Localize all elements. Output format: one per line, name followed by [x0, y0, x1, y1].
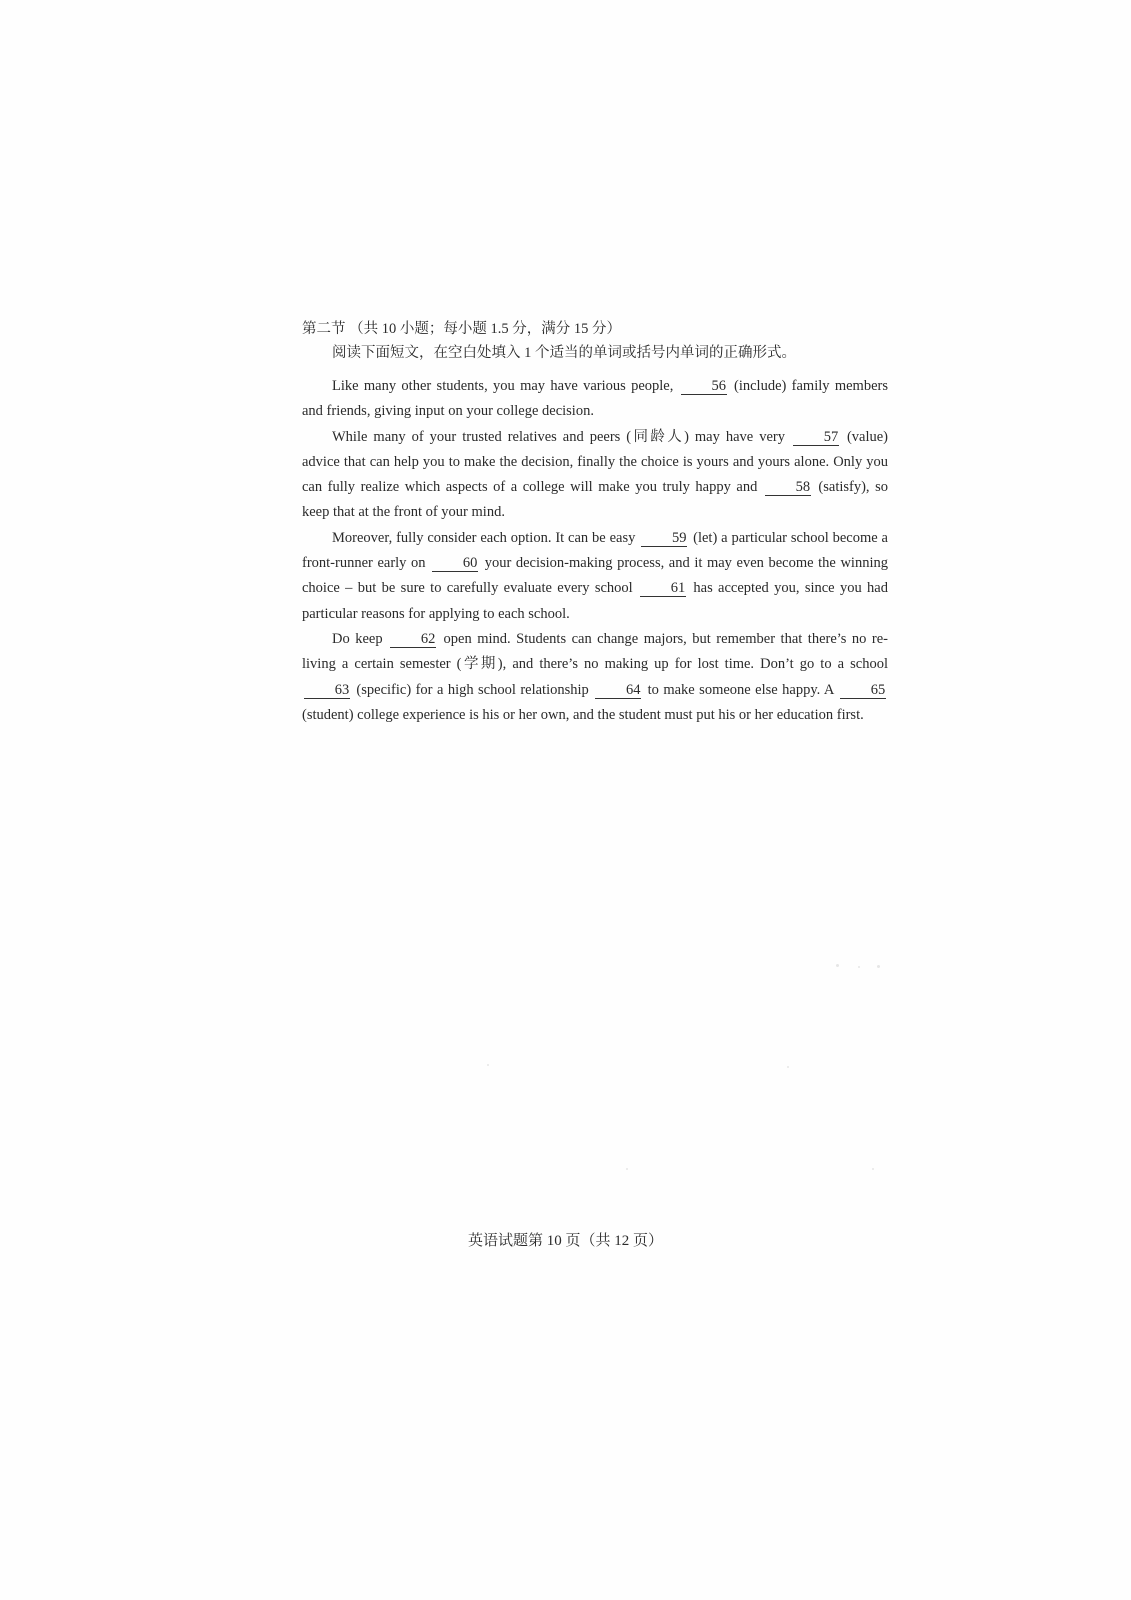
passage-text: open mind. Students can change majors, but remember that there’s no re-living a certain semester (学期), and there’s no making up for lost time. Don’t go to a school [302, 630, 888, 673]
scan-speck [626, 1168, 628, 1170]
section-content [302, 318, 888, 728]
passage-text: (specific) for a high school relationship [352, 681, 594, 698]
scan-speck [836, 964, 839, 967]
passage-paragraph [302, 374, 888, 425]
scan-speck [872, 1168, 874, 1170]
passage-text: (satisfy), so keep that at the front of your mind. [302, 479, 888, 521]
passage-text: Like many other students, you may have various people, [332, 378, 679, 394]
passage-text: (include) family members and friends, giving input on your college decision. [302, 378, 888, 420]
passage-text: has accepted you, since you had particular reasons for applying to each school. [302, 580, 888, 622]
passage-text: While many of your trusted relatives and peers (同龄人) may have very [332, 428, 791, 445]
passage-paragraph [302, 425, 888, 526]
section-instruction: 阅读下面短文，在空白处填入 1 个适当的单词或括号内单词的正确形式。 [332, 345, 796, 361]
passage-text: Moreover, fully consider each option. It can be easy [332, 529, 640, 546]
passage-text: (student) college experience is his or her own, and the student must put his or her education first. [302, 706, 864, 723]
answer-blank: 56 [681, 379, 727, 395]
passage-paragraph [302, 526, 888, 627]
answer-blank: 59 [641, 531, 687, 547]
cloze-passage [302, 374, 888, 728]
answer-blank: 65 [840, 683, 886, 699]
answer-blank: 64 [595, 683, 641, 699]
answer-blank: 63 [304, 683, 350, 699]
passage-text: Do keep [332, 630, 389, 647]
scan-speck [787, 1066, 789, 1068]
passage-text: to make someone else happy. A [643, 681, 838, 698]
answer-blank: 58 [765, 480, 811, 496]
answer-blank: 57 [793, 430, 839, 446]
passage-paragraph [302, 627, 888, 728]
scan-speck [487, 1064, 489, 1066]
page-footer: 英语试题第 10 页（共 12 页） [467, 1233, 663, 1249]
section-heading: 第二节 （共 10 小题；每小题 1.5 分，满分 15 分） [302, 321, 621, 337]
scan-speck [858, 966, 860, 968]
passage-text: (let) a particular school become a front-runner early on [302, 529, 888, 572]
answer-blank: 61 [640, 581, 686, 597]
passage-text: your decision-making process, and it may even become the winning choice – but be sure to carefully evaluate every school [302, 555, 888, 597]
scan-speck [877, 965, 880, 968]
answer-blank: 62 [390, 632, 436, 648]
passage-text: (value) advice that can help you to make the decision, finally the choice is yours and yours alone. Only you can fully realize which aspects of a college will make you truly happy and [302, 428, 888, 496]
answer-blank: 60 [432, 556, 478, 572]
